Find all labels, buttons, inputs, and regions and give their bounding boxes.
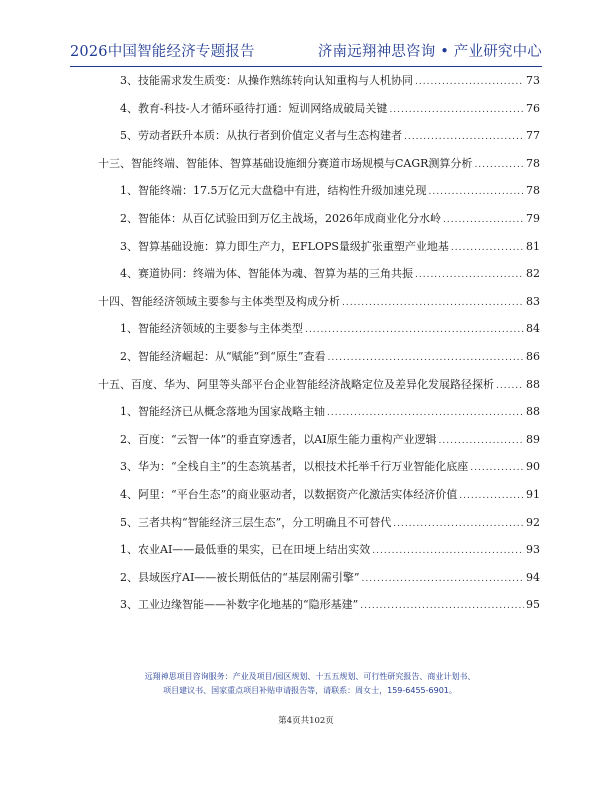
toc-entry-page: 83 [526, 294, 540, 308]
toc-dot-leader [360, 601, 524, 611]
toc-entry-title: 4、教育-科技-人才循环亟待打通：短训网络成破局关键 [120, 101, 388, 115]
toc-entry-title: 2、县域医疗AI——被长期低估的“基层刚需引擎” [120, 570, 360, 584]
toc-dot-leader [451, 243, 524, 253]
toc-dot-leader [443, 215, 524, 225]
toc-entry-page: 84 [526, 322, 540, 336]
footer-contact-note [90, 670, 530, 698]
toc-section-entry[interactable] [120, 596, 540, 612]
toc-entry-title: 3、华为：“全栈自主”的生态筑基者，以根技术托举千行万业智能化底座 [120, 460, 469, 474]
toc-entry-page: 94 [526, 570, 540, 584]
toc-entry-page: 76 [526, 101, 540, 115]
toc-entry-page: 78 [526, 156, 540, 170]
toc-entry-title: 5、三者共构“智能经济三层生态”，分工明确且不可替代 [120, 515, 392, 529]
report-title: 2026中国智能经济专题报告 [70, 44, 255, 60]
toc-entry-title: 1、农业AI——最低垂的果实，已在田埂上结出实效 [120, 543, 371, 557]
toc-entry-page: 78 [526, 184, 540, 198]
publisher-name: 济南远翔神思咨询 • 产业研究中心 [317, 44, 542, 60]
toc-entry-page: 92 [526, 515, 540, 529]
toc-entry-page: 90 [526, 460, 540, 474]
toc-section-entry[interactable] [120, 265, 540, 281]
toc-section-entry[interactable] [120, 182, 540, 198]
toc-entry-page: 95 [526, 598, 540, 612]
page-header [70, 40, 542, 67]
toc-entry-title: 4、阿里：“平台生态”的商业驱动者，以数据资产化激活实体经济价值 [120, 488, 458, 501]
toc-chapter-entry[interactable] [98, 293, 540, 309]
toc-section-entry[interactable] [120, 127, 540, 143]
toc-section-entry[interactable] [120, 238, 540, 254]
toc-section-entry[interactable] [120, 403, 540, 419]
toc-entry-page: 88 [526, 377, 540, 391]
toc-entry-title: 2、智能经济崛起：从“赋能”到“原生”查看 [120, 350, 326, 363]
toc-entry-page: 82 [526, 267, 540, 281]
toc-dot-leader [393, 519, 524, 529]
toc-section-entry[interactable] [120, 431, 540, 447]
toc-entry-page: 77 [526, 129, 540, 143]
toc-chapter-entry[interactable] [98, 376, 540, 392]
footer-note-line: 远翔神思项目咨询服务：产业及项目/园区规划、十五五规划、可行性研究报告、商业计划书、 [144, 672, 476, 681]
toc-dot-leader [415, 77, 524, 87]
toc-entry-title: 2、智能体：从百亿试验田到万亿主战场，2026年成商业化分水岭 [120, 212, 441, 225]
toc-entry-page: 89 [526, 432, 540, 446]
footer-note-line: 项目建议书、国家重点项目补贴申请报告等，请联系：周女士，159-6455-6901。 [163, 686, 457, 695]
toc-entry-page: 81 [526, 239, 540, 253]
toc-entry-title: 3、技能需求发生质变：从操作熟练转向认知重构与人机协同 [120, 74, 413, 87]
toc-chapter-entry[interactable] [98, 155, 540, 171]
toc-dot-leader [429, 187, 525, 197]
toc-entry-title: 1、智能经济领域的主要参与主体类型 [120, 322, 303, 336]
toc-dot-leader [342, 298, 524, 308]
toc-entry-page: 88 [526, 405, 540, 419]
toc-entry-title: 3、工业边缘智能——补数字化地基的“隐形基建” [120, 598, 359, 612]
toc-dot-leader [496, 381, 524, 391]
toc-dot-leader [459, 491, 524, 501]
toc-dot-leader [404, 132, 524, 142]
toc-entry-title: 1、智能经济已从概念落地为国家战略主轴 [120, 405, 325, 419]
toc-section-entry[interactable] [120, 100, 540, 116]
toc-dot-leader [415, 270, 524, 280]
toc-entry-title: 十三、智能终端、智能体、智算基础设施细分赛道市场规模与CAGR测算分析 [98, 156, 473, 170]
toc-entry-title: 十四、智能经济领域主要参与主体类型及构成分析 [98, 294, 340, 308]
toc-section-entry[interactable] [120, 210, 540, 226]
toc-section-entry[interactable] [120, 541, 540, 557]
toc-dot-leader [474, 160, 524, 170]
toc-section-entry[interactable] [120, 486, 540, 502]
toc-entry-title: 十五、百度、华为、阿里等头部平台企业智能经济战略定位及差异化发展路径探析 [98, 377, 494, 391]
toc-dot-leader [305, 325, 524, 335]
toc-section-entry[interactable] [120, 320, 540, 336]
toc-entry-page: 79 [526, 212, 540, 225]
toc-section-entry[interactable] [120, 72, 540, 88]
toc-entry-title: 3、智算基础设施：算力即生产力，EFLOPS量级扩张重塑产业地基 [120, 239, 449, 253]
toc-dot-leader [439, 436, 524, 446]
toc-section-entry[interactable] [120, 348, 540, 364]
toc-dot-leader [327, 408, 524, 418]
toc-entry-title: 4、赛道协同：终端为体、智能体为魂、智算为基的三角共振 [120, 267, 413, 281]
toc-section-entry[interactable] [120, 514, 540, 530]
page-number: 第4页共102页 [278, 716, 334, 726]
toc-entry-title: 2、百度：“云智一体”的垂直穿透者，以AI原生能力重构产业逻辑 [120, 432, 437, 446]
toc-section-entry[interactable] [120, 458, 540, 474]
toc-entry-title: 5、劳动者跃升本质：从执行者到价值定义者与生态构建者 [120, 129, 402, 143]
toc-entry-page: 86 [526, 350, 540, 363]
toc-entry-title: 1、智能终端：17.5万亿元大盘稳中有进，结构性升级加速兑现 [120, 184, 427, 198]
toc-entry-page: 93 [526, 543, 540, 557]
toc-entry-page: 91 [526, 488, 540, 501]
toc-dot-leader [389, 105, 524, 115]
toc-section-entry[interactable] [120, 569, 540, 585]
toc-dot-leader [372, 546, 524, 556]
toc-entry-page: 73 [526, 74, 540, 87]
toc-dot-leader [328, 353, 525, 363]
toc-dot-leader [470, 463, 524, 473]
toc-dot-leader [362, 574, 524, 584]
